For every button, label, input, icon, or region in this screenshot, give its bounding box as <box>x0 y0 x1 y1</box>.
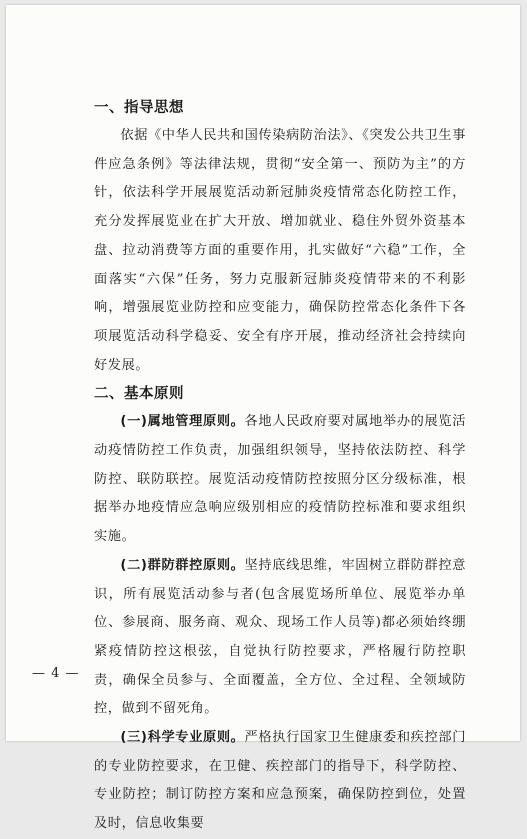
principle-text: 严格执行国家卫生健康委和疾控部门的专业防控要求，在卫健、疾控部门的指导下，科学防控、专业防控；制订防控方案和应急预案，确保防控到位，处置及时，信息收集要 <box>94 730 466 832</box>
section-heading-basic-principles: 二、基本原则 <box>94 386 184 403</box>
principle-text: 各地人民政府要对属地举办的展览活动疫情防控工作负责，加强组织领导，坚持依法防控、科学防控、联防联控。展览活动疫情防控按照分区分级标准，根据举办地疫情应急响应级别相应的疫情防控标准和要求组织实施。 <box>94 414 466 545</box>
principle-title: (一)属地管理原则。 <box>120 414 245 430</box>
page-number: — 4 — <box>32 666 80 681</box>
page-body <box>94 94 466 839</box>
document-page <box>6 5 520 832</box>
guiding-ideology-paragraph: 依据《中华人民共和国传染病防治法》、《突发公共卫生事件应急条例》等法律法规，贯彻“安全第一、预防为主”的方针，依法科学开展展览活动新冠肺炎疫情常态化防控工作，充分发挥展览业在扩大开放、增加就业、稳住外贸外资基本盘、拉动消费等方面的重要作用，扎实做好“六稳”工作，全面落实“六保”任务，努力克服新冠肺炎疫情带来的不利影响，增强展览业防控和应变能力，确保防控常态化条件下各项展览活动科学稳妥、安全有序开展，推动经济社会持续向好发展。 <box>94 128 466 373</box>
principle-paragraph-mass-prevention <box>94 552 466 724</box>
section-heading-guiding-ideology: 一、指导思想 <box>94 100 184 116</box>
principle-paragraph-territorial <box>94 408 466 552</box>
principle-title: (三)科学专业原则。 <box>120 730 245 746</box>
principle-text: 坚持底线思维，牢固树立群防群控意识，所有展览活动参与者(包含展览场所单位、展览举办单位、参展商、服务商、观众、现场工作人员等)都必须始终绷紧疫情防控这根弦，自觉执行防控要求，严格履行防控职责，确保全员参与、全面覆盖，全方位、全过程、全领域防控，做到不留死角。 <box>94 557 466 717</box>
principle-paragraph-scientific <box>94 724 466 839</box>
principle-title: (二)群防群控原则。 <box>120 557 245 573</box>
